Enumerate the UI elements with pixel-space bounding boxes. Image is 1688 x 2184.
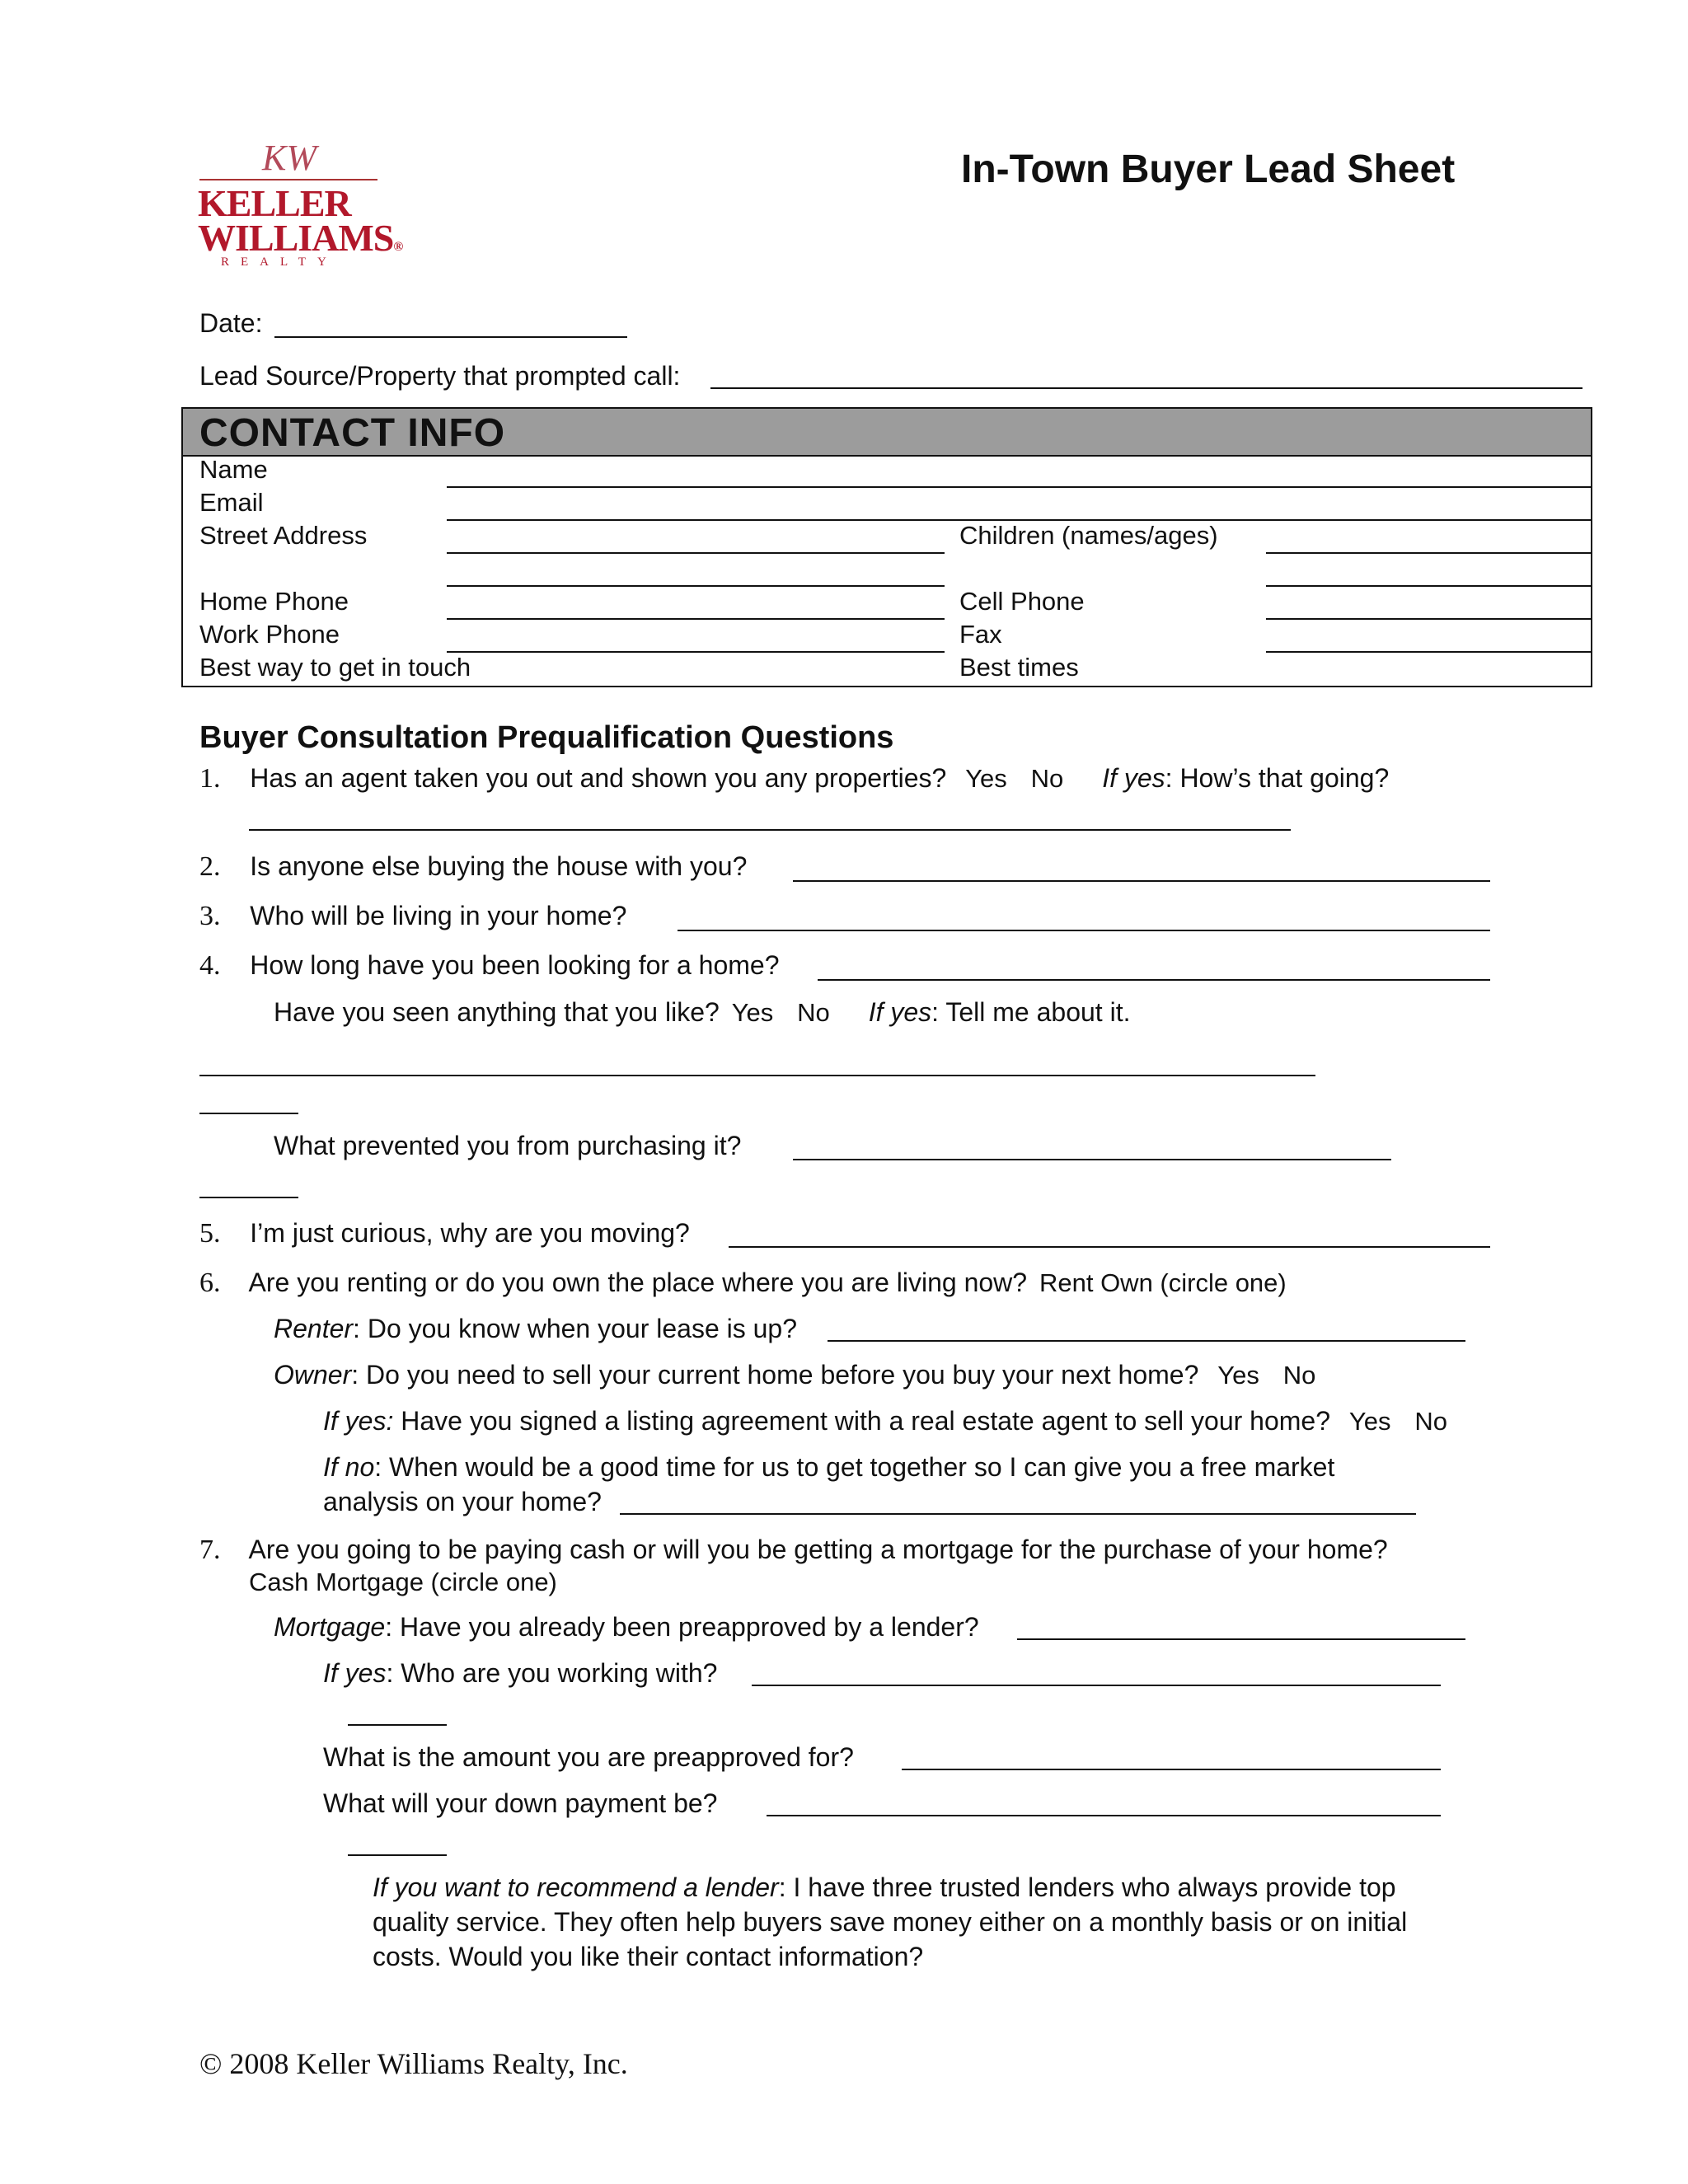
contact-info-box [181, 407, 1592, 687]
fax-label: Fax [959, 620, 1002, 649]
q4-if-yes-label: If yes [868, 997, 932, 1027]
q4-no-option[interactable]: No [797, 998, 830, 1027]
section-title: Buyer Consultation Prequalification Questions [199, 720, 894, 755]
q7-number: 7. [199, 1535, 221, 1565]
q2-number: 2. [199, 851, 221, 882]
q4-follow-up: : Tell me about it. [931, 997, 1131, 1027]
q3-number: 3. [199, 901, 221, 931]
q6-renter [274, 1312, 797, 1345]
question-4 [199, 949, 779, 982]
q2-answer-field[interactable] [793, 880, 1490, 882]
q7-down-payment-field-2[interactable] [348, 1854, 447, 1856]
q6-if-no-text: : When would be a good time for us to get together so I can give you a free market [374, 1452, 1335, 1482]
question-3 [199, 899, 626, 933]
work-phone-label: Work Phone [199, 620, 340, 649]
q7-recommend-text-1: : I have three trusted lenders who always provide top [778, 1872, 1396, 1902]
q1-answer-field[interactable] [249, 829, 1291, 831]
q7-recommend-line2: quality service. They often help buyers save money either on a monthly basis or on initial [373, 1907, 1408, 1937]
q5-text: I’m just curious, why are you moving? [250, 1218, 690, 1248]
question-6 [199, 1266, 1287, 1300]
email-label: Email [199, 488, 264, 517]
q7-down-payment-field[interactable] [767, 1815, 1441, 1816]
q4-tell-field-2[interactable] [199, 1113, 298, 1114]
q3-answer-field[interactable] [678, 930, 1490, 931]
q1-follow-up: : How’s that going? [1165, 763, 1390, 793]
street-address-field-2[interactable] [447, 585, 945, 587]
q4-prevented-field[interactable] [793, 1159, 1391, 1160]
q6-if-no-line2: analysis on your home? [323, 1487, 602, 1516]
question-2 [199, 850, 747, 883]
q7-mortgage-label: Mortgage [274, 1612, 386, 1642]
q7-preapproved-field[interactable] [1017, 1638, 1465, 1640]
q6-number: 6. [199, 1268, 221, 1298]
q6-text: Are you renting or do you own the place where you are living now? [248, 1268, 1028, 1297]
q4-yes-option[interactable]: Yes [731, 998, 774, 1027]
q7-down-payment: What will your down payment be? [323, 1788, 718, 1818]
q7-lender-field-2[interactable] [348, 1724, 447, 1726]
q4-sub-prevented: What prevented you from purchasing it? [274, 1131, 742, 1160]
q6-options[interactable]: Rent Own (circle one) [1039, 1268, 1287, 1297]
date-label: Date: [199, 308, 263, 338]
q7-mortgage [274, 1610, 979, 1643]
q6-if-no [323, 1451, 1334, 1483]
q7-options[interactable]: Cash Mortgage (circle one) [249, 1568, 557, 1596]
street-address-field[interactable] [447, 552, 945, 554]
q4-sub1-text: Have you seen anything that you like? [274, 997, 720, 1027]
q6-if-yes-label: If yes: [323, 1406, 394, 1436]
q6-renter-text: : Do you know when your lease is up? [353, 1314, 798, 1343]
kw-monogram: KW [262, 138, 316, 178]
q2-text: Is anyone else buying the house with you? [250, 851, 748, 881]
fax-field[interactable] [1266, 651, 1591, 653]
q5-number: 5. [199, 1218, 221, 1249]
work-phone-field[interactable] [447, 651, 945, 653]
q1-no-option[interactable]: No [1030, 764, 1064, 793]
home-phone-field[interactable] [447, 618, 945, 620]
q1-yes-option[interactable]: Yes [965, 764, 1007, 793]
q6-owner [274, 1358, 1315, 1392]
logo-realty: REALTY [221, 255, 338, 269]
page-title: In-Town Buyer Lead Sheet [961, 148, 1456, 191]
q7-if-yes-label: If yes [323, 1658, 387, 1688]
q7-amount: What is the amount you are preapproved for? [323, 1742, 854, 1772]
logo-keller: KELLER [198, 182, 351, 224]
question-1 [199, 762, 1389, 795]
q6-owner-text: : Do you need to sell your current home before you buy your next home? [351, 1360, 1199, 1390]
q4-text: How long have you been looking for a home? [250, 950, 780, 980]
q6-owner-no-option[interactable]: No [1282, 1361, 1316, 1390]
lead-source-label: Lead Source/Property that prompted call: [199, 361, 681, 391]
q7-recommend-label: If you want to recommend a lender [373, 1872, 779, 1902]
question-7 [199, 1533, 1388, 1567]
best-way-label: Best way to get in touch [199, 653, 471, 682]
q4-sub-seen [274, 996, 1130, 1029]
q6-if-yes [323, 1404, 1447, 1438]
children-field-1[interactable] [1266, 552, 1591, 554]
q6-owner-yes-option[interactable]: Yes [1217, 1361, 1259, 1390]
q6-owner-label: Owner [274, 1360, 352, 1390]
children-label: Children (names/ages) [959, 521, 1218, 550]
q7-text: Are you going to be paying cash or will you be getting a mortgage for the purchase of your home? [248, 1535, 1388, 1564]
q4-answer-field[interactable] [818, 979, 1490, 981]
question-5 [199, 1216, 690, 1250]
q1-number: 1. [199, 763, 221, 794]
q4-number: 4. [199, 950, 221, 981]
logo-rule [199, 179, 377, 180]
q7-amount-field[interactable] [902, 1769, 1441, 1770]
q7-recommend-line3: costs. Would you like their contact information? [373, 1942, 924, 1971]
q1-text: Has an agent taken you out and shown you any properties? [250, 763, 947, 793]
name-label: Name [199, 455, 268, 484]
q5-answer-field[interactable] [729, 1246, 1490, 1248]
q6-renter-field[interactable] [828, 1340, 1465, 1342]
q7-mortgage-text: : Have you already been preapproved by a lender? [385, 1612, 979, 1642]
q4-prevented-field-2[interactable] [199, 1197, 298, 1198]
q3-text: Who will be living in your home? [250, 901, 627, 930]
q7-if-yes [323, 1657, 717, 1690]
q6-if-yes-yes-option[interactable]: Yes [1348, 1407, 1391, 1436]
logo-williams: WILLIAMS® [198, 217, 403, 259]
q6-renter-label: Renter [274, 1314, 354, 1343]
copyright-footer: © 2008 Keller Williams Realty, Inc. [199, 2047, 628, 2080]
name-field[interactable] [447, 486, 1591, 488]
q6-if-no-label: If no [323, 1452, 375, 1482]
q4-tell-field[interactable] [199, 1075, 1315, 1076]
street-address-label: Street Address [199, 521, 368, 550]
q6-analysis-field[interactable] [620, 1513, 1416, 1515]
cell-phone-label: Cell Phone [959, 587, 1085, 616]
q7-lender-field[interactable] [752, 1685, 1441, 1686]
q6-if-yes-text: Have you signed a listing agreement with a real estate agent to sell your home? [393, 1406, 1331, 1436]
q6-if-yes-no-option[interactable]: No [1414, 1407, 1448, 1436]
children-field-2[interactable] [1266, 585, 1591, 587]
q7-recommend-line1 [373, 1871, 1396, 1904]
cell-phone-field[interactable] [1266, 618, 1591, 620]
date-field[interactable] [274, 336, 627, 338]
keller-williams-logo [196, 138, 403, 270]
q7-if-yes-text: : Who are you working with? [386, 1658, 718, 1688]
lead-source-field[interactable] [710, 387, 1582, 389]
contact-info-header [183, 409, 1591, 457]
best-times-label: Best times [959, 653, 1079, 682]
q1-if-yes-label: If yes [1102, 763, 1165, 793]
home-phone-label: Home Phone [199, 587, 349, 616]
contact-info-heading: CONTACT INFO [199, 411, 506, 455]
